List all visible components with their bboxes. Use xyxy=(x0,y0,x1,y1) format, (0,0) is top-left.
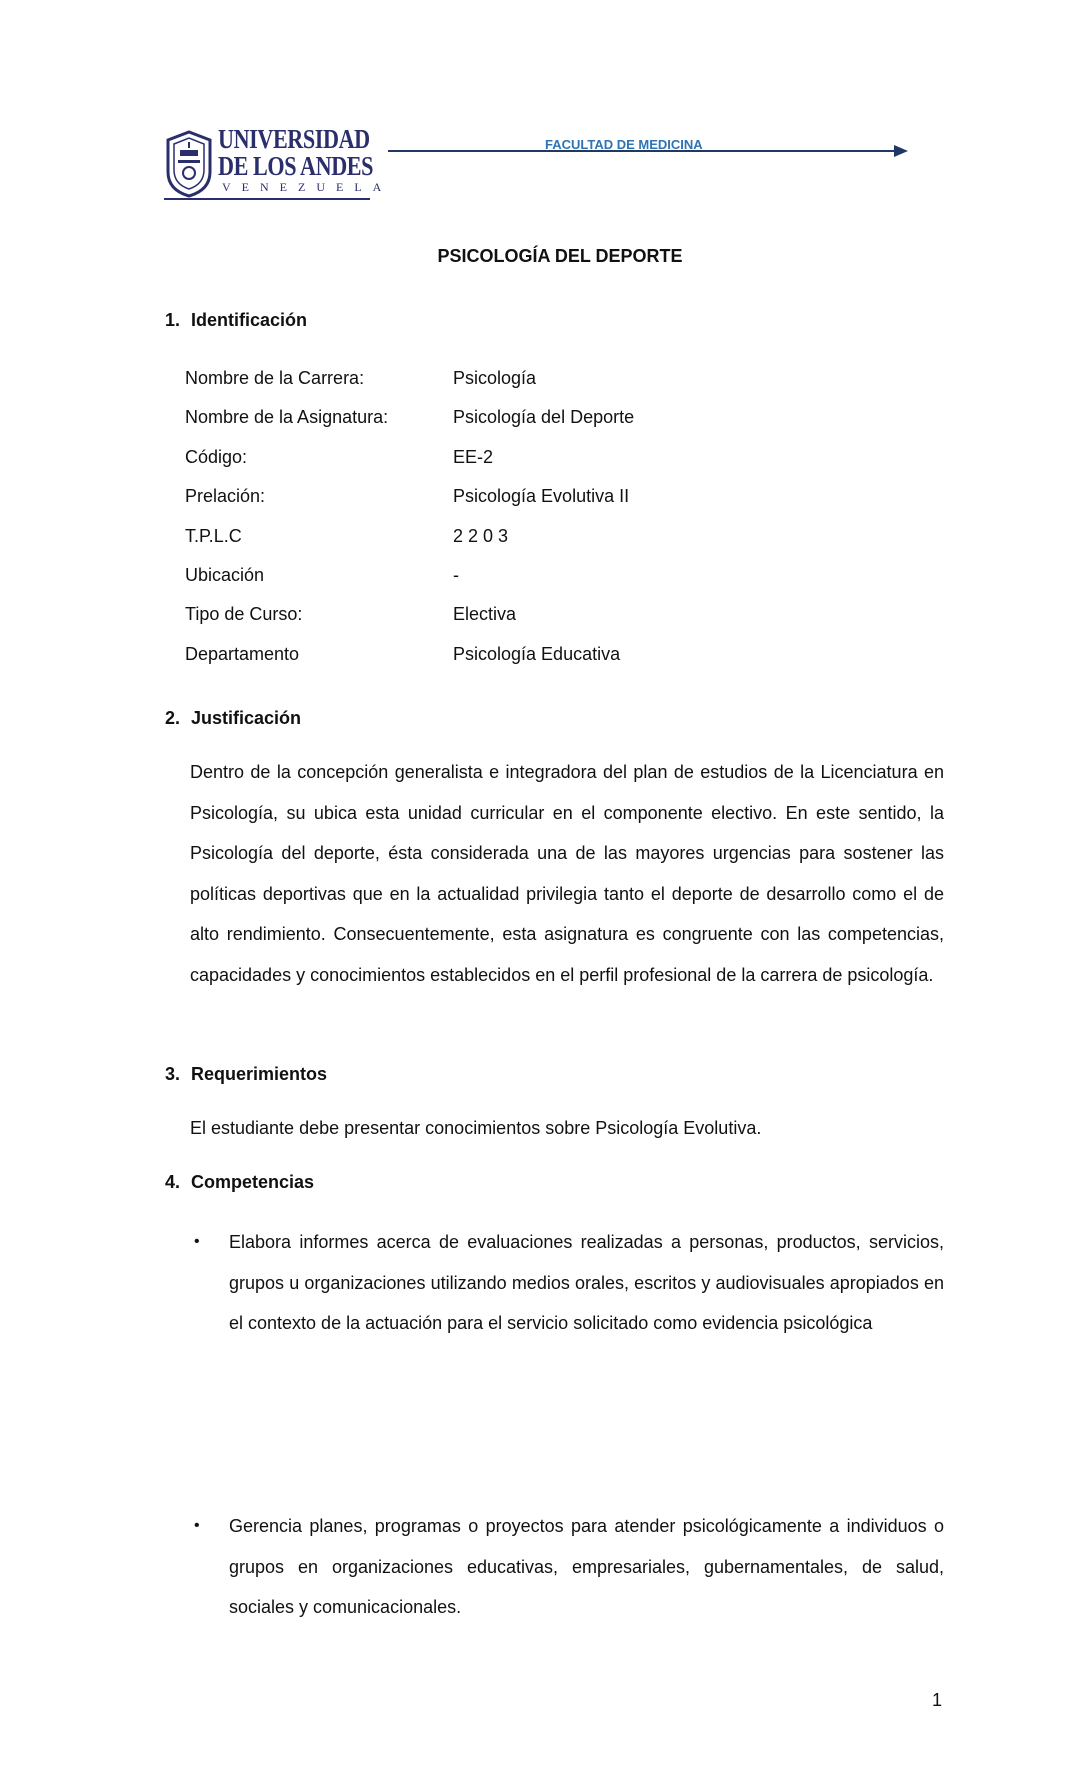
logo-text-line1: UNIVERSIDAD xyxy=(218,124,370,154)
row-value: Psicología xyxy=(453,368,537,388)
section-title: Competencias xyxy=(191,1172,315,1192)
university-logo xyxy=(164,124,393,202)
row-value: - xyxy=(453,564,459,585)
row-label: Nombre de la Carrera: xyxy=(185,368,365,388)
identification-table xyxy=(185,368,705,683)
section-number: 3. xyxy=(165,1064,181,1084)
row-label: Código: xyxy=(185,446,248,467)
row-label: Nombre de la Asignatura: xyxy=(185,407,389,428)
table-row xyxy=(185,368,705,407)
row-label: T.P.L.C xyxy=(185,525,242,546)
table-row xyxy=(185,604,705,643)
table-row xyxy=(185,526,705,565)
row-value: Psicología del Deporte xyxy=(453,407,635,428)
logo-underline xyxy=(164,198,370,200)
logo-text-line3: VENEZUELA xyxy=(222,180,393,194)
bullet-icon: • xyxy=(194,1517,200,1534)
table-row xyxy=(185,407,705,446)
section-heading-requerimientos xyxy=(165,1064,327,1085)
arrow-right-icon xyxy=(388,144,908,158)
row-value: Electiva xyxy=(453,604,517,625)
row-value: Psicología Evolutiva II xyxy=(453,486,630,507)
row-label: Prelación: xyxy=(185,486,266,507)
table-row xyxy=(185,565,705,604)
page-title: PSICOLOGÍA DEL DEPORTE xyxy=(437,246,683,266)
university-seal-icon xyxy=(164,128,214,198)
row-value: EE-2 xyxy=(453,446,494,467)
section-title: Requerimientos xyxy=(191,1064,328,1084)
section-heading-justificacion xyxy=(165,708,301,729)
faculty-label: FACULTAD DE MEDICINA xyxy=(545,137,703,152)
section-title: Identificación xyxy=(191,310,308,330)
table-row xyxy=(185,486,705,525)
table-row xyxy=(185,644,705,683)
section-number: 2. xyxy=(165,708,181,728)
competency-text: Gerencia planes, programas o proyectos para atender psicológicamente a individuos o grupos en organizaciones educativas, empresariales, gubernamentales, de salud, sociales y comunicacionales. xyxy=(229,1516,944,1618)
section-title: Justificación xyxy=(191,708,302,728)
row-label: Departamento xyxy=(185,643,300,664)
page-number: 1 xyxy=(932,1690,943,1710)
row-label: Tipo de Curso: xyxy=(185,604,303,625)
section-number: 1. xyxy=(165,310,181,330)
row-value: Psicología Educativa xyxy=(453,643,621,664)
section-heading-competencias xyxy=(165,1172,314,1193)
section-heading-identificacion xyxy=(165,310,307,331)
justification-paragraph: Dentro de la concepción generalista e integradora del plan de estudios de la Licenciatura en Psicología, su ubica esta unidad curricular en el componente electivo. En este sentido, la Psicología del deporte, ésta considerada una de las mayores urgencias para sostener las políticas deportivas que en la actualidad privilegia tanto el deporte de desarrollo como el de alto rendimiento. Consecuentemente, esta asignatura es congruente con las competencias, capacidades y conocimientos establecidos en el perfil profesional de la carrera de psicología. xyxy=(190,762,944,985)
bullet-icon: • xyxy=(194,1233,200,1250)
row-label: Ubicación xyxy=(185,564,265,585)
competency-text: Elabora informes acerca de evaluaciones realizadas a personas, productos, servicios, grupos u organizaciones utilizando medios orales, escritos y audiovisuales apropiados en el contexto de la actuación para el servicio solicitado como evidencia psicológica xyxy=(229,1232,944,1334)
table-row xyxy=(185,447,705,486)
row-value: 2 2 0 3 xyxy=(453,525,509,546)
logo-text-line2: DE LOS ANDES xyxy=(218,151,374,181)
section-number: 4. xyxy=(165,1172,181,1192)
requirements-text: El estudiante debe presentar conocimientos sobre Psicología Evolutiva. xyxy=(190,1118,762,1138)
